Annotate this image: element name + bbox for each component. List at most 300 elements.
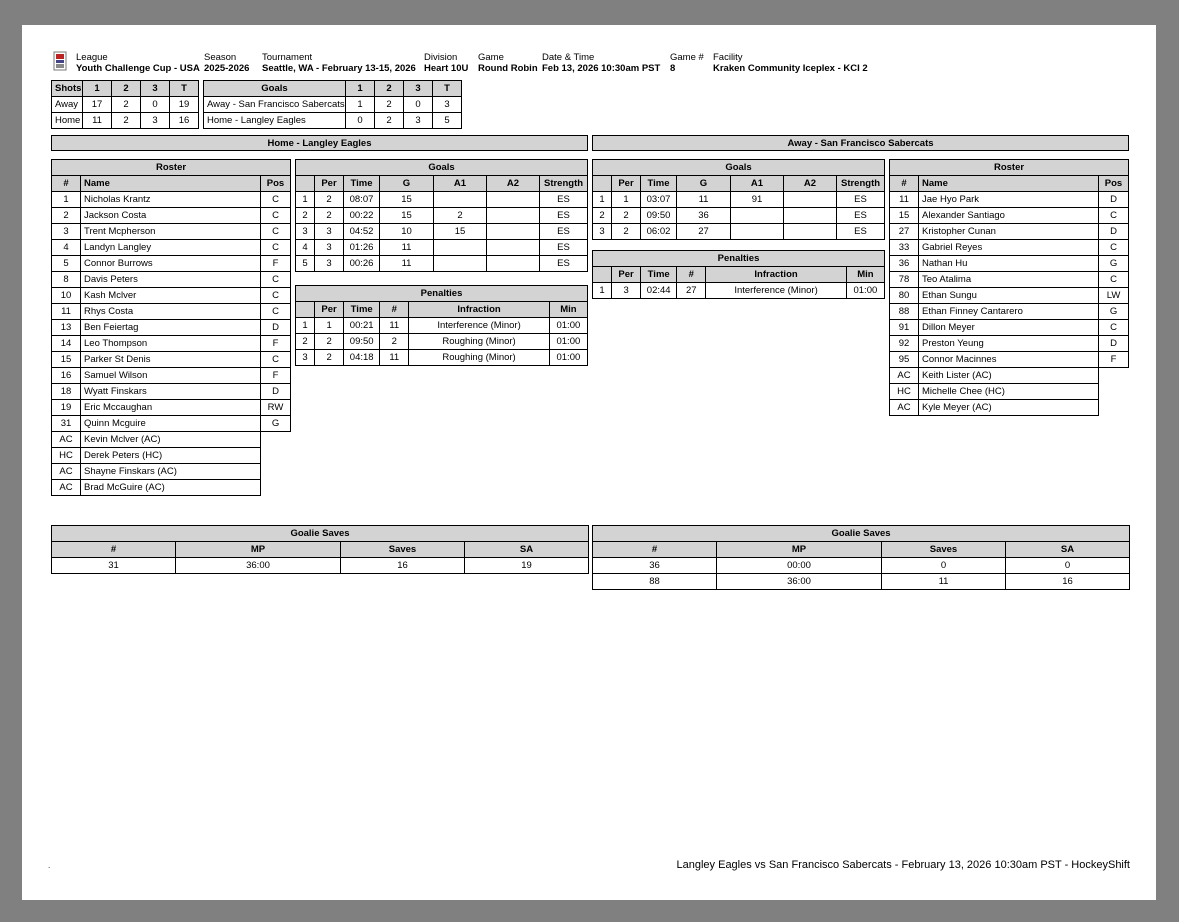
home-roster-cell: C <box>261 272 291 288</box>
home-penalties-cell: 3 <box>296 350 315 366</box>
away-penalties-body <box>593 283 885 299</box>
goals-summary-row <box>204 113 462 129</box>
away-team-title: Away - San Francisco Sabercats <box>592 135 1129 151</box>
away-goalie-header-cell: # <box>593 542 717 558</box>
away-roster-cell: G <box>1099 304 1129 320</box>
home-penalties-table <box>295 285 588 366</box>
home-roster-row <box>52 336 291 352</box>
home-roster-cell: Landyn Langley <box>81 240 261 256</box>
goals-summary-row <box>204 97 462 113</box>
footer-text: Langley Eagles vs San Francisco Sabercats - February 13, 2026 10:30am PST - HockeyShift <box>676 859 1130 871</box>
away-roster-row <box>890 272 1129 288</box>
goals-summary-cell: Home - Langley Eagles <box>204 113 346 129</box>
away-goalie-cell: 16 <box>1006 574 1130 590</box>
away-roster-cell: 88 <box>890 304 919 320</box>
away-roster-cell: Alexander Santiago <box>919 208 1099 224</box>
home-penalties-header-cell: Time <box>344 302 380 318</box>
home-roster-cell: Eric Mccaughan <box>81 400 261 416</box>
home-penalties-cell: 1 <box>315 318 344 334</box>
home-roster-header-cell: Name <box>81 176 261 192</box>
away-goals-header-cell: Strength <box>837 176 885 192</box>
home-roster-cell: 1 <box>52 192 81 208</box>
home-roster-cell: Quinn Mcguire <box>81 416 261 432</box>
home-goals-cell <box>487 208 540 224</box>
division-value: Heart 10U <box>424 63 469 74</box>
home-goals-cell <box>487 192 540 208</box>
home-penalties-cell: 2 <box>315 334 344 350</box>
away-goals-header-cell: A1 <box>731 176 784 192</box>
home-penalties-cell: Roughing (Minor) <box>409 350 549 366</box>
away-roster-row <box>890 208 1129 224</box>
away-roster-cell: Nathan Hu <box>919 256 1099 272</box>
goals-summary-cell: 3 <box>404 113 433 129</box>
staff-name-cell: Michelle Chee (HC) <box>919 384 1099 400</box>
away-roster-cell: 80 <box>890 288 919 304</box>
away-goals-cell: 1 <box>612 192 641 208</box>
home-roster-cell: C <box>261 288 291 304</box>
goals-summary-table <box>203 80 462 129</box>
home-roster-cell: 14 <box>52 336 81 352</box>
home-penalties-row <box>296 334 588 350</box>
season-label: Season <box>204 52 237 63</box>
away-goalie-cell: 00:00 <box>717 558 882 574</box>
home-roster-cell: 11 <box>52 304 81 320</box>
game-label: Game <box>478 52 504 63</box>
away-goalie-title: Goalie Saves <box>593 526 1130 542</box>
away-goalie-row <box>593 574 1130 590</box>
home-goals-cell: 3 <box>315 240 344 256</box>
away-roster-cell: D <box>1099 192 1129 208</box>
staff-blank-cell <box>261 448 291 464</box>
tournament-info <box>262 52 416 74</box>
away-roster-cell: D <box>1099 224 1129 240</box>
home-roster-row <box>52 192 291 208</box>
away-roster-row <box>890 288 1129 304</box>
home-penalties-cell: 11 <box>380 350 409 366</box>
home-penalties-title: Penalties <box>296 286 588 302</box>
staff-blank-cell <box>261 480 291 496</box>
home-roster-row <box>52 400 291 416</box>
away-penalties-header-row <box>593 267 885 283</box>
facility-info <box>713 52 868 74</box>
away-roster-cell: 11 <box>890 192 919 208</box>
home-goals-cell <box>434 192 487 208</box>
away-goals-cell: 11 <box>677 192 731 208</box>
home-goalie-cell: 31 <box>52 558 176 574</box>
home-goals-header-cell: Time <box>344 176 380 192</box>
away-roster-row <box>890 240 1129 256</box>
away-goalie-header-cell: MP <box>717 542 882 558</box>
away-goals-cell <box>731 208 784 224</box>
away-goalie-header-cell: SA <box>1006 542 1130 558</box>
shots-row <box>52 97 199 113</box>
shots-cell: 2 <box>112 97 141 113</box>
staff-role-cell: AC <box>890 400 919 416</box>
away-goals-header-cell: Time <box>641 176 677 192</box>
home-roster-cell: 3 <box>52 224 81 240</box>
home-roster-cell: 13 <box>52 320 81 336</box>
staff-name-cell: Brad McGuire (AC) <box>81 480 261 496</box>
home-penalties-cell: Interference (Minor) <box>409 318 549 334</box>
home-roster-staff-row <box>52 480 291 496</box>
away-roster-cell: C <box>1099 240 1129 256</box>
home-penalties-header-row <box>296 302 588 318</box>
away-goalie-cell: 36 <box>593 558 717 574</box>
away-goals-cell <box>784 192 837 208</box>
shots-cell: 0 <box>141 97 170 113</box>
away-penalties-cell: 01:00 <box>846 283 884 299</box>
facility-label: Facility <box>713 52 743 63</box>
home-roster-cell: Ben Feiertag <box>81 320 261 336</box>
home-goals-row <box>296 224 588 240</box>
home-roster-cell: 5 <box>52 256 81 272</box>
away-goalie-table <box>592 525 1130 590</box>
away-penalties-title: Penalties <box>593 251 885 267</box>
staff-blank-cell <box>261 464 291 480</box>
staff-blank-cell <box>1099 384 1129 400</box>
shots-header-cell: 1 <box>83 81 112 97</box>
shots-cell: 16 <box>170 113 199 129</box>
home-goals-title: Goals <box>296 160 588 176</box>
home-goals-header-row <box>296 176 588 192</box>
home-goals-cell: 3 <box>315 224 344 240</box>
home-goals-cell <box>487 240 540 256</box>
home-goalie-title: Goalie Saves <box>52 526 589 542</box>
home-roster-cell: 16 <box>52 368 81 384</box>
away-roster-row <box>890 336 1129 352</box>
home-goalie-header-cell: # <box>52 542 176 558</box>
home-roster-cell: Leo Thompson <box>81 336 261 352</box>
home-penalties-cell: 2 <box>315 350 344 366</box>
home-roster-cell: C <box>261 224 291 240</box>
away-roster-cell: 15 <box>890 208 919 224</box>
home-roster-cell: Parker St Denis <box>81 352 261 368</box>
home-roster-cell: 19 <box>52 400 81 416</box>
goals-summary-cell: Away - San Francisco Sabercats <box>204 97 346 113</box>
away-penalties-row <box>593 283 885 299</box>
home-roster-row <box>52 224 291 240</box>
staff-blank-cell <box>261 432 291 448</box>
league-value: Youth Challenge Cup - USA <box>76 63 200 74</box>
league-info <box>76 52 200 74</box>
home-goals-cell: 3 <box>315 256 344 272</box>
goals-summary-cell: 1 <box>346 97 375 113</box>
facility-value: Kraken Community Iceplex - KCI 2 <box>713 63 868 74</box>
home-goals-cell: ES <box>540 208 588 224</box>
home-roster-cell: Connor Burrows <box>81 256 261 272</box>
away-roster-cell: Connor Macinnes <box>919 352 1099 368</box>
division-label: Division <box>424 52 458 63</box>
shots-header-row <box>52 81 199 97</box>
shots-cell: 11 <box>83 113 112 129</box>
home-goals-cell: 1 <box>296 192 315 208</box>
home-roster-cell: Wyatt Finskars <box>81 384 261 400</box>
staff-role-cell: HC <box>52 448 81 464</box>
home-penalties-cell: 04:18 <box>344 350 380 366</box>
home-team-title: Home - Langley Eagles <box>51 135 588 151</box>
home-goalie-body <box>52 558 589 574</box>
away-penalties-header-cell <box>593 267 612 283</box>
home-roster-row <box>52 368 291 384</box>
away-roster-cell: Gabriel Reyes <box>919 240 1099 256</box>
away-goals-cell: 36 <box>677 208 731 224</box>
home-roster-row <box>52 384 291 400</box>
away-goalie-cell: 36:00 <box>717 574 882 590</box>
away-roster-cell: Teo Atalima <box>919 272 1099 288</box>
staff-name-cell: Kyle Meyer (AC) <box>919 400 1099 416</box>
home-goals-header-cell: A1 <box>434 176 487 192</box>
home-penalties-header-cell: # <box>380 302 409 318</box>
home-goalie-cell: 36:00 <box>176 558 341 574</box>
home-penalties-cell: 01:00 <box>549 350 587 366</box>
away-penalties-header-cell: Min <box>846 267 884 283</box>
away-goals-cell <box>784 224 837 240</box>
home-goals-cell: 15 <box>380 208 434 224</box>
shots-cell: Away <box>52 97 83 113</box>
home-roster-row <box>52 240 291 256</box>
away-roster-cell: C <box>1099 208 1129 224</box>
home-roster-header-cell: # <box>52 176 81 192</box>
home-goals-cell: 2 <box>434 208 487 224</box>
home-penalties-cell: 01:00 <box>549 334 587 350</box>
away-roster-cell: G <box>1099 256 1129 272</box>
home-roster-row <box>52 416 291 432</box>
home-goals-row <box>296 208 588 224</box>
home-roster-cell: 4 <box>52 240 81 256</box>
home-goals-header-cell <box>296 176 315 192</box>
away-goals-cell <box>731 224 784 240</box>
away-roster-row <box>890 256 1129 272</box>
away-roster-cell: 33 <box>890 240 919 256</box>
home-roster-row <box>52 352 291 368</box>
home-roster-cell: Kash Mclver <box>81 288 261 304</box>
goals-summary-cell: 5 <box>433 113 462 129</box>
away-goals-cell: 09:50 <box>641 208 677 224</box>
staff-name-cell: Keith Lister (AC) <box>919 368 1099 384</box>
away-penalties-header-cell: # <box>677 267 706 283</box>
home-goals-cell: ES <box>540 192 588 208</box>
away-goals-cell: 2 <box>612 208 641 224</box>
away-penalties-cell: 27 <box>677 283 706 299</box>
shots-table <box>51 80 199 129</box>
game-value: Round Robin <box>478 63 538 74</box>
away-roster-cell: C <box>1099 272 1129 288</box>
home-roster-cell: C <box>261 352 291 368</box>
scoresheet-page <box>22 25 1156 900</box>
home-roster-cell: 10 <box>52 288 81 304</box>
home-penalties-header-cell: Per <box>315 302 344 318</box>
away-roster-cell: Dillon Meyer <box>919 320 1099 336</box>
goals-summary-cell: 3 <box>433 97 462 113</box>
home-roster-cell: 31 <box>52 416 81 432</box>
away-roster-row <box>890 320 1129 336</box>
staff-role-cell: AC <box>52 464 81 480</box>
home-roster-cell: C <box>261 192 291 208</box>
away-roster-cell: Preston Yeung <box>919 336 1099 352</box>
season-value: 2025-2026 <box>204 63 250 74</box>
home-goalie-cell: 16 <box>341 558 465 574</box>
away-roster-cell: Jae Hyo Park <box>919 192 1099 208</box>
home-penalties-cell: Roughing (Minor) <box>409 334 549 350</box>
away-goals-cell: 2 <box>593 208 612 224</box>
gamenum-value: 8 <box>670 63 676 74</box>
goals-summary-header-cell: T <box>433 81 462 97</box>
away-goalie-cell: 88 <box>593 574 717 590</box>
home-roster-table <box>51 159 291 496</box>
staff-role-cell: AC <box>52 432 81 448</box>
away-roster-cell: C <box>1099 320 1129 336</box>
home-goals-row <box>296 192 588 208</box>
away-roster-staff-row <box>890 400 1129 416</box>
away-roster-cell: 36 <box>890 256 919 272</box>
home-goals-header-cell: Strength <box>540 176 588 192</box>
home-roster-cell: C <box>261 304 291 320</box>
away-penalties-header-cell: Infraction <box>706 267 846 283</box>
home-roster-row <box>52 288 291 304</box>
away-roster-cell: D <box>1099 336 1129 352</box>
home-goals-cell: 11 <box>380 240 434 256</box>
away-goals-cell: ES <box>837 208 885 224</box>
away-goals-header-cell: G <box>677 176 731 192</box>
home-goals-cell <box>487 224 540 240</box>
home-goals-cell: 10 <box>380 224 434 240</box>
home-goalie-header-row <box>52 542 589 558</box>
home-roster-cell: RW <box>261 400 291 416</box>
home-goals-cell: 2 <box>296 208 315 224</box>
home-goalie-cell: 19 <box>465 558 589 574</box>
away-goals-cell: 06:02 <box>641 224 677 240</box>
away-goalie-row <box>593 558 1130 574</box>
home-goals-cell: 08:07 <box>344 192 380 208</box>
home-roster-cell: C <box>261 208 291 224</box>
gamenum-info <box>670 52 704 74</box>
home-roster-cell: Davis Peters <box>81 272 261 288</box>
home-roster-staff-row <box>52 448 291 464</box>
away-roster-cell: Kristopher Cunan <box>919 224 1099 240</box>
staff-name-cell: Derek Peters (HC) <box>81 448 261 464</box>
home-goals-cell: 15 <box>380 192 434 208</box>
away-roster-row <box>890 352 1129 368</box>
home-goals-cell: 11 <box>380 256 434 272</box>
home-goals-cell: 15 <box>434 224 487 240</box>
away-goalie-cell: 0 <box>882 558 1006 574</box>
home-goalie-header-cell: SA <box>465 542 589 558</box>
away-goals-row <box>593 208 885 224</box>
away-roster-row <box>890 192 1129 208</box>
away-goals-cell: 27 <box>677 224 731 240</box>
division-info <box>424 52 468 74</box>
home-roster-cell: F <box>261 368 291 384</box>
staff-role-cell: AC <box>52 480 81 496</box>
away-goals-cell: 91 <box>731 192 784 208</box>
home-goals-cell: 2 <box>315 192 344 208</box>
staff-blank-cell <box>1099 400 1129 416</box>
away-roster-header-cell: Pos <box>1099 176 1129 192</box>
gamenum-label: Game # <box>670 52 704 63</box>
home-goals-cell: 00:26 <box>344 256 380 272</box>
home-penalties-cell: 1 <box>296 318 315 334</box>
home-goals-cell: ES <box>540 224 588 240</box>
away-penalties-cell: 3 <box>612 283 641 299</box>
home-goals-cell: ES <box>540 256 588 272</box>
home-roster-cell: 15 <box>52 352 81 368</box>
away-roster-staff-row <box>890 368 1129 384</box>
home-goalie-header-cell: Saves <box>341 542 465 558</box>
away-goals-cell: 03:07 <box>641 192 677 208</box>
goals-summary-cell: 0 <box>404 97 433 113</box>
away-goals-row <box>593 224 885 240</box>
away-roster-header-row <box>890 176 1129 192</box>
away-roster-row <box>890 224 1129 240</box>
away-goals-cell: 1 <box>593 192 612 208</box>
league-label: League <box>76 52 108 63</box>
shots-cell: Home <box>52 113 83 129</box>
home-roster-staff-row <box>52 432 291 448</box>
away-roster-table <box>889 159 1129 416</box>
home-roster-row <box>52 320 291 336</box>
away-goals-header-cell: A2 <box>784 176 837 192</box>
away-goals-body <box>593 192 885 240</box>
home-roster-cell: 18 <box>52 384 81 400</box>
game-info <box>478 52 538 74</box>
shots-body <box>52 97 199 129</box>
home-roster-row <box>52 304 291 320</box>
home-roster-cell: D <box>261 384 291 400</box>
home-goals-header-cell: Per <box>315 176 344 192</box>
home-roster-header-cell: Pos <box>261 176 291 192</box>
away-goalie-header-row <box>593 542 1130 558</box>
home-roster-staff-row <box>52 464 291 480</box>
home-roster-cell: Samuel Wilson <box>81 368 261 384</box>
home-goals-cell: 5 <box>296 256 315 272</box>
shots-row <box>52 113 199 129</box>
league-logo-icon <box>53 51 67 71</box>
home-roster-header-row <box>52 176 291 192</box>
away-goalie-cell: 11 <box>882 574 1006 590</box>
home-penalties-row <box>296 318 588 334</box>
home-goalie-table <box>51 525 589 574</box>
home-goals-table <box>295 159 588 272</box>
home-goals-header-cell: G <box>380 176 434 192</box>
home-penalties-header-cell <box>296 302 315 318</box>
datetime-info <box>542 52 660 74</box>
away-roster-body <box>890 192 1129 416</box>
home-roster-cell: Jackson Costa <box>81 208 261 224</box>
away-goals-cell <box>784 208 837 224</box>
goals-summary-cell: 2 <box>375 97 404 113</box>
away-penalties-cell: Interference (Minor) <box>706 283 846 299</box>
shots-cell: 17 <box>83 97 112 113</box>
home-goals-row <box>296 240 588 256</box>
away-roster-header-cell: # <box>890 176 919 192</box>
home-roster-cell: 2 <box>52 208 81 224</box>
away-roster-cell: LW <box>1099 288 1129 304</box>
goals-summary-body <box>204 97 462 129</box>
home-goals-cell: 2 <box>315 208 344 224</box>
shots-cell: 2 <box>112 113 141 129</box>
away-roster-staff-row <box>890 384 1129 400</box>
home-goalie-row <box>52 558 589 574</box>
home-penalties-cell: 09:50 <box>344 334 380 350</box>
shots-header-cell: Shots <box>52 81 83 97</box>
away-roster-cell: Ethan Sungu <box>919 288 1099 304</box>
staff-name-cell: Kevin Mclver (AC) <box>81 432 261 448</box>
away-goals-row <box>593 192 885 208</box>
home-roster-row <box>52 208 291 224</box>
home-roster-row <box>52 256 291 272</box>
footer-dot: . <box>48 861 51 870</box>
away-goals-cell: 2 <box>612 224 641 240</box>
